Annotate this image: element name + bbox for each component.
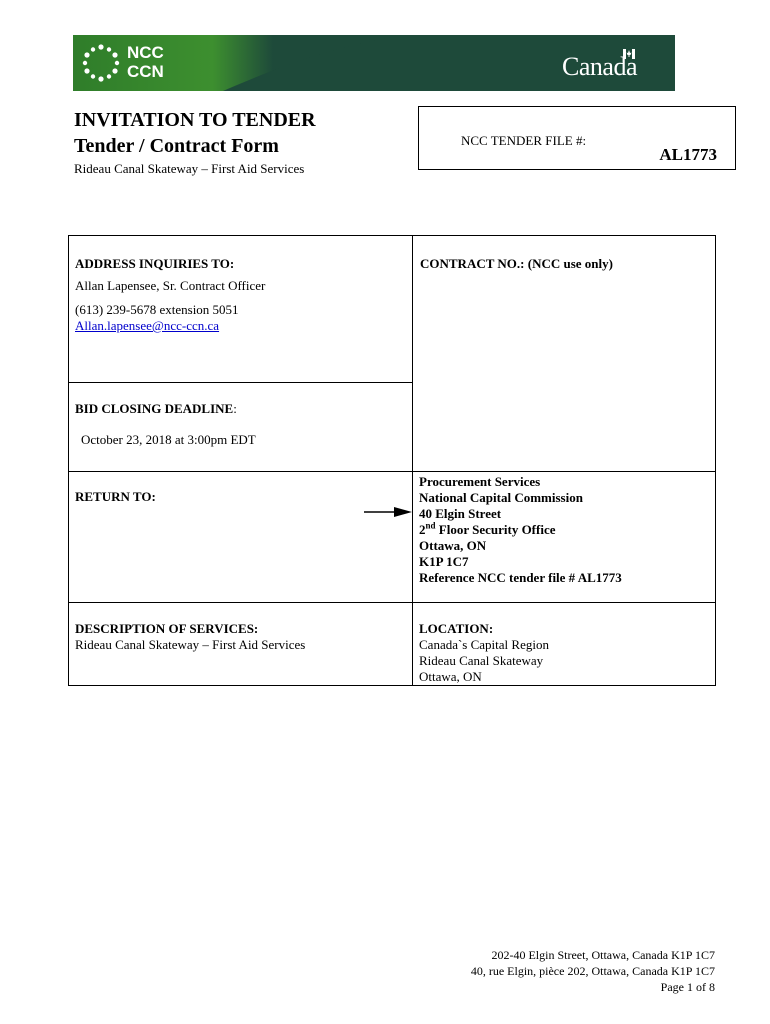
- canada-wordmark: Canada: [562, 52, 637, 81]
- page-subtitle: Tender / Contract Form: [74, 135, 279, 157]
- ncc-logo-line1: NCC: [127, 43, 164, 62]
- return-address-line: 40 Elgin Street: [419, 506, 502, 521]
- page-footer: [471, 947, 715, 995]
- location-line: Ottawa, ON: [419, 669, 482, 684]
- tender-file-number: AL1773: [659, 145, 717, 164]
- page-title: INVITATION TO TENDER: [74, 109, 316, 131]
- location-line: Rideau Canal Skateway: [419, 653, 544, 668]
- return-address-line: Procurement Services: [419, 474, 541, 489]
- ncc-logo-text: [127, 43, 164, 81]
- footer-address-fr: 40, rue Elgin, pièce 202, Ottawa, Canada K1P 1C7: [470, 964, 715, 978]
- ncc-logo-line2: CCN: [127, 62, 164, 81]
- location-heading: LOCATION:: [419, 621, 494, 636]
- arrow-right-icon: [364, 505, 412, 519]
- ncc-ring-icon: [81, 43, 121, 83]
- contract-heading: CONTRACT NO.: (NCC use only): [420, 256, 613, 271]
- tender-file-box: [418, 106, 736, 170]
- page-number: Page 1 of 8: [660, 980, 715, 994]
- return-address: [419, 474, 622, 586]
- title-block: [74, 108, 316, 177]
- table-divider-inquiries: [69, 382, 412, 383]
- return-address-line: Ottawa, ON: [419, 538, 487, 553]
- deadline-colon: :: [233, 401, 237, 416]
- inquiries-heading: ADDRESS INQUIRIES TO:: [75, 256, 235, 271]
- deadline-value: October 23, 2018 at 3:00pm EDT: [81, 432, 256, 447]
- location-line: Canada`s Capital Region: [419, 637, 549, 652]
- inquiries-email-link[interactable]: Allan.lapensee@ncc-ccn.ca: [75, 318, 220, 333]
- table-divider-return: [69, 471, 716, 472]
- inquiries-phone: (613) 239-5678 extension 5051: [75, 302, 239, 317]
- return-address-floor: [419, 522, 622, 538]
- tender-file-label: NCC TENDER FILE #:: [461, 133, 587, 148]
- return-address-line: Reference NCC tender file # AL1773: [419, 570, 622, 585]
- ncc-logo: [79, 41, 209, 85]
- return-heading: RETURN TO:: [75, 489, 156, 504]
- inquiries-contact: Allan Lapensee, Sr. Contract Officer: [75, 278, 266, 293]
- description-value: Rideau Canal Skateway – First Aid Services: [75, 637, 306, 652]
- project-name: Rideau Canal Skateway – First Aid Services: [74, 161, 305, 176]
- table-divider-description: [69, 602, 716, 603]
- table-divider-vertical: [412, 236, 413, 686]
- return-address-line: National Capital Commission: [419, 490, 583, 505]
- description-heading: DESCRIPTION OF SERVICES:: [75, 621, 259, 636]
- footer-address-en: 202-40 Elgin Street, Ottawa, Canada K1P 1C7: [491, 948, 715, 962]
- floor-suffix: nd: [425, 520, 436, 531]
- inquiries-email-wrap: [75, 318, 219, 334]
- tender-form-table: [68, 235, 716, 686]
- deadline-heading-wrap: [75, 401, 237, 417]
- floor-rest: Floor Security Office: [435, 522, 556, 537]
- floor-number: 2: [419, 522, 426, 537]
- header-banner: [73, 35, 675, 91]
- return-address-line: K1P 1C7: [419, 554, 469, 569]
- location-block: [419, 621, 549, 685]
- deadline-heading: BID CLOSING DEADLINE: [75, 401, 234, 416]
